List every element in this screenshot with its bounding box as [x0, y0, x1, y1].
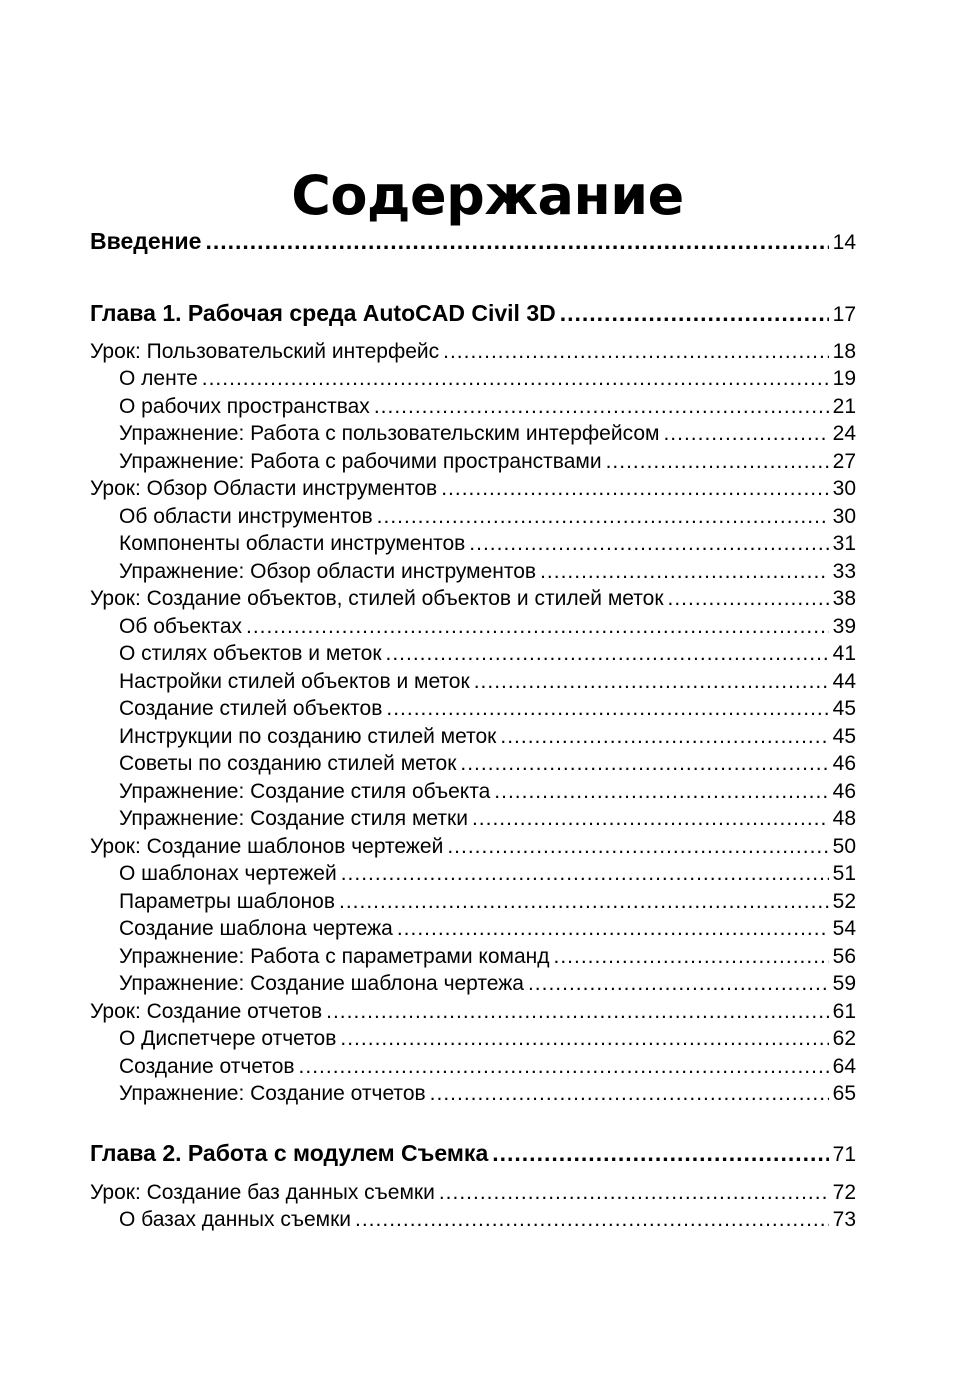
dot-leader [340, 1027, 828, 1051]
toc-entry-topic [90, 917, 856, 941]
toc-entry-topic [90, 780, 856, 804]
toc-entry-lesson [90, 587, 856, 611]
toc-entry-page-number: 17 [832, 303, 856, 326]
toc-entry-label: Об объектах [119, 615, 242, 638]
toc-entry-lesson [90, 835, 856, 859]
toc-entry-page-number: 38 [832, 587, 856, 610]
toc-entry-topic [90, 945, 856, 969]
toc-entry-topic [90, 972, 856, 996]
toc-entry-topic [90, 532, 856, 556]
toc-entry-page-number: 72 [832, 1181, 856, 1204]
toc-entry-label: О ленте [119, 367, 198, 390]
toc-entry-page-number: 45 [832, 725, 856, 748]
dot-leader [492, 1140, 828, 1167]
toc-entry-page-number: 71 [832, 1143, 856, 1166]
toc-entry-page-number: 54 [832, 917, 856, 940]
toc-entry-page-number: 30 [832, 505, 856, 528]
dot-leader [377, 505, 829, 529]
toc-entry-page-number: 51 [832, 862, 856, 885]
toc-entry-label: О шаблонах чертежей [119, 862, 337, 885]
toc-entry-topic [90, 395, 856, 419]
toc-entry-page-number: 46 [832, 780, 856, 803]
dot-leader [439, 1181, 829, 1205]
toc-entry-page-number: 27 [832, 450, 856, 473]
toc-entry-page-number: 50 [832, 835, 856, 858]
toc-entry-page-number: 44 [832, 670, 856, 693]
toc-entry-topic [90, 752, 856, 776]
toc-entry-page-number: 56 [832, 945, 856, 968]
toc-entry-label: Урок: Создание баз данных съемки [90, 1181, 435, 1204]
dot-leader [553, 945, 828, 969]
dot-leader [355, 1208, 829, 1232]
toc-entry-label: О Диспетчере отчетов [119, 1027, 337, 1050]
toc-entry-label: Настройки стилей объектов и меток [119, 670, 470, 693]
dot-leader [443, 340, 829, 364]
toc-entry-label: Урок: Создание отчетов [90, 1000, 323, 1023]
toc-entry-topic [90, 422, 856, 446]
toc-entry-label: Упражнение: Обзор области инструментов [119, 560, 537, 583]
toc-entry-page-number: 41 [832, 642, 856, 665]
dot-leader [326, 1000, 829, 1024]
dot-leader [474, 670, 829, 694]
toc-entry-page-number: 45 [832, 697, 856, 720]
toc-entry-label: Компоненты области инструментов [119, 532, 466, 555]
toc-entry-page-number: 52 [832, 890, 856, 913]
dot-leader [494, 780, 828, 804]
toc-entry-lesson [90, 1000, 856, 1024]
dot-leader [500, 725, 828, 749]
toc-entry-topic [90, 725, 856, 749]
toc-entry-topic [90, 697, 856, 721]
toc-entry-label: Упражнение: Работа с пользовательским интерфейсом [119, 422, 660, 445]
toc-entry-page-number: 19 [832, 367, 856, 390]
dot-leader [386, 697, 828, 721]
dot-leader [472, 807, 829, 831]
toc-entry-label: Создание отчетов [119, 1055, 295, 1078]
toc-entry-label: Урок: Создание шаблонов чертежей [90, 835, 444, 858]
toc-entry-label: Упражнение: Создание стиля метки [119, 807, 468, 830]
dot-leader [341, 862, 829, 886]
dot-leader [663, 422, 828, 446]
toc-entry-label: О базах данных съемки [119, 1208, 352, 1231]
toc-entry-topic [90, 505, 856, 529]
toc-entry-page-number: 24 [832, 422, 856, 445]
toc-entry-label: О стилях объектов и меток [119, 642, 382, 665]
toc-entry-topic [90, 367, 856, 391]
toc-entry-topic [90, 560, 856, 584]
toc-entry-topic [90, 642, 856, 666]
toc-entry-label: Инструкции по созданию стилей меток [119, 725, 497, 748]
toc-entry-label: О рабочих пространствах [119, 395, 370, 418]
toc-entry-heading [90, 228, 856, 255]
toc-entry-topic [90, 862, 856, 886]
toc-entry-label: Упражнение: Создание шаблона чертежа [119, 972, 524, 995]
toc-entry-label: Упражнение: Работа с рабочими пространствами [119, 450, 602, 473]
toc-entry-label: Урок: Пользовательский интерфейс [90, 340, 440, 363]
toc-entry-label: Глава 1. Рабочая среда AutoCAD Civil 3D [90, 300, 556, 326]
toc-entry-lesson [90, 1181, 856, 1205]
toc-entry-label: Советы по созданию стилей меток [119, 752, 457, 775]
dot-leader [205, 228, 828, 255]
toc-entry-page-number: 33 [832, 560, 856, 583]
toc-entry-topic [90, 670, 856, 694]
toc-entry-topic [90, 807, 856, 831]
toc-entry-page-number: 62 [832, 1027, 856, 1050]
dot-leader [246, 615, 829, 639]
dot-leader [528, 972, 829, 996]
toc-entry-label: Урок: Создание объектов, стилей объектов и стилей меток [90, 587, 664, 610]
toc-entry-page-number: 21 [832, 395, 856, 418]
toc-entry-label: Глава 2. Работа с модулем Съемка [90, 1140, 489, 1166]
toc-entry-page-number: 31 [832, 532, 856, 555]
toc-entry-heading [90, 300, 856, 327]
toc-entry-label: Упражнение: Создание стиля объекта [119, 780, 491, 803]
toc-entry-page-number: 30 [832, 477, 856, 500]
toc-entry-topic [90, 450, 856, 474]
toc-entry-page-number: 18 [832, 340, 856, 363]
toc-entry-topic [90, 615, 856, 639]
toc-entry-topic [90, 1208, 856, 1232]
toc-entry-page-number: 65 [832, 1082, 856, 1105]
dot-leader [441, 477, 828, 501]
toc-entry-lesson [90, 340, 856, 364]
dot-leader [668, 587, 829, 611]
dot-leader [202, 367, 829, 391]
toc-entry-label: Урок: Обзор Области инструментов [90, 477, 438, 500]
toc-entry-lesson [90, 477, 856, 501]
dot-leader [447, 835, 828, 859]
toc-entry-label: Создание стилей объектов [119, 697, 383, 720]
toc-entry-topic [90, 890, 856, 914]
dot-leader [374, 395, 829, 419]
toc-entry-label: Упражнение: Создание отчетов [119, 1082, 426, 1105]
dot-leader [560, 300, 829, 327]
toc-entry-page-number: 46 [832, 752, 856, 775]
dot-leader [397, 917, 829, 941]
dot-leader [430, 1082, 829, 1106]
toc-entry-topic [90, 1082, 856, 1106]
toc-entry-page-number: 59 [832, 972, 856, 995]
toc-entry-label: Создание шаблона чертежа [119, 917, 393, 940]
toc-entry-page-number: 61 [832, 1000, 856, 1023]
toc-entry-page-number: 73 [832, 1208, 856, 1231]
dot-leader [606, 450, 829, 474]
dot-leader [460, 752, 828, 776]
toc-entry-page-number: 64 [832, 1055, 856, 1078]
toc-entry-topic [90, 1027, 856, 1051]
toc-entry-label: Упражнение: Работа с параметрами команд [119, 945, 550, 968]
toc-entry-page-number: 48 [832, 807, 856, 830]
toc-entry-heading [90, 1140, 856, 1167]
dot-leader [469, 532, 828, 556]
dot-leader [386, 642, 829, 666]
toc-entry-topic [90, 1055, 856, 1079]
dot-leader [540, 560, 829, 584]
page-title: Содержание [291, 164, 684, 228]
toc-entry-label: Об области инструментов [119, 505, 373, 528]
dot-leader [299, 1055, 829, 1079]
toc-entry-label: Введение [90, 228, 202, 254]
toc-entry-page-number: 14 [832, 231, 856, 254]
toc-entry-label: Параметры шаблонов [119, 890, 335, 913]
dot-leader [339, 890, 829, 914]
toc-entry-page-number: 39 [832, 615, 856, 638]
